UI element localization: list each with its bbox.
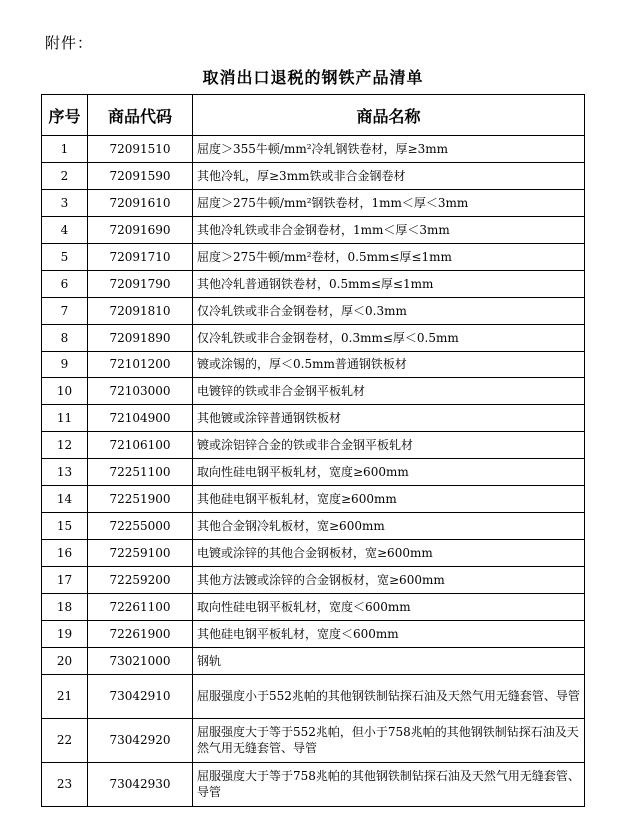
- row-product-name: 其他合金钢冷轧板材，宽≥600mm: [193, 513, 585, 540]
- row-serial-no: 6: [42, 270, 88, 297]
- row-serial-no: 22: [42, 718, 88, 762]
- table-row: [42, 378, 585, 405]
- row-serial-no: 3: [42, 189, 88, 216]
- row-product-code: 72091890: [88, 324, 193, 351]
- table-row: [42, 189, 585, 216]
- table-row: [42, 324, 585, 351]
- table-row: [42, 718, 585, 762]
- table-row: [42, 593, 585, 620]
- row-product-name: 仅冷轧铁或非合金钢卷材，0.3mm≤厚＜0.5mm: [193, 324, 585, 351]
- row-product-name: 镀或涂铝锌合金的铁或非合金钢平板轧材: [193, 432, 585, 459]
- row-product-code: 72091510: [88, 136, 193, 163]
- attachment-label: 附件：: [45, 34, 94, 52]
- row-serial-no: 15: [42, 513, 88, 540]
- row-product-code: 72101200: [88, 351, 193, 378]
- row-serial-no: 21: [42, 674, 88, 718]
- row-serial-no: 4: [42, 216, 88, 243]
- row-serial-no: 23: [42, 762, 88, 806]
- table-row: [42, 297, 585, 324]
- table-row: [42, 136, 585, 163]
- table-row: [42, 405, 585, 432]
- row-product-code: 72091610: [88, 189, 193, 216]
- row-product-name: 电镀锌的铁或非合金钢平板轧材: [193, 378, 585, 405]
- row-product-code: 72091810: [88, 297, 193, 324]
- row-product-code: 73042920: [88, 718, 193, 762]
- row-serial-no: 8: [42, 324, 88, 351]
- row-serial-no: 1: [42, 136, 88, 163]
- table-row: [42, 540, 585, 567]
- row-product-code: 72091710: [88, 243, 193, 270]
- header-product-name: 商品名称: [193, 95, 585, 136]
- row-product-code: 72091690: [88, 216, 193, 243]
- row-product-name: 屈服强度大于等于552兆帕，但小于758兆帕的其他钢铁制钻探石油及天然气用无缝套管、导管: [193, 718, 585, 762]
- row-serial-no: 17: [42, 567, 88, 594]
- row-serial-no: 18: [42, 593, 88, 620]
- row-product-code: 72259100: [88, 540, 193, 567]
- row-serial-no: 7: [42, 297, 88, 324]
- row-product-code: 73042910: [88, 674, 193, 718]
- row-product-code: 72251100: [88, 459, 193, 486]
- header-serial-no: 序号: [42, 95, 88, 136]
- row-product-code: 72261100: [88, 593, 193, 620]
- row-product-code: 72091790: [88, 270, 193, 297]
- row-product-name: 取向性硅电钢平板轧材，宽度＜600mm: [193, 593, 585, 620]
- row-product-name: 其他方法镀或涂锌的合金钢板材，宽≥600mm: [193, 567, 585, 594]
- row-product-code: 72103000: [88, 378, 193, 405]
- row-serial-no: 10: [42, 378, 88, 405]
- row-product-name: 屈服强度大于等于758兆帕的其他钢铁制钻探石油及天然气用无缝套管、导管: [193, 762, 585, 806]
- row-product-name: 镀或涂锡的，厚＜0.5mm普通钢铁板材: [193, 351, 585, 378]
- row-serial-no: 13: [42, 459, 88, 486]
- table-row: [42, 216, 585, 243]
- row-product-name: 其他硅电钢平板轧材，宽度≥600mm: [193, 486, 585, 513]
- table-row: [42, 162, 585, 189]
- header-product-code: 商品代码: [88, 95, 193, 136]
- row-product-code: 73042930: [88, 762, 193, 806]
- row-serial-no: 12: [42, 432, 88, 459]
- row-product-name: 屈度＞275牛顿/mm²钢铁卷材，1mm＜厚＜3mm: [193, 189, 585, 216]
- row-serial-no: 9: [42, 351, 88, 378]
- row-serial-no: 19: [42, 620, 88, 647]
- row-product-code: 72106100: [88, 432, 193, 459]
- document-title: 取消出口退税的钢铁产品清单: [202, 68, 424, 87]
- table-row: [42, 567, 585, 594]
- row-serial-no: 11: [42, 405, 88, 432]
- row-product-code: 72259200: [88, 567, 193, 594]
- row-product-name: 其他冷轧，厚≥3mm铁或非合金钢卷材: [193, 162, 585, 189]
- row-product-code: 72091590: [88, 162, 193, 189]
- table-row: [42, 243, 585, 270]
- row-product-code: 72251900: [88, 486, 193, 513]
- row-product-code: 73021000: [88, 647, 193, 674]
- table-row: [42, 513, 585, 540]
- table-row: [42, 351, 585, 378]
- table-row: [42, 459, 585, 486]
- product-table: [41, 94, 585, 807]
- table-row: [42, 432, 585, 459]
- row-product-name: 屈度＞355牛顿/mm²冷轧钢铁卷材，厚≥3mm: [193, 136, 585, 163]
- table-row: [42, 674, 585, 718]
- table-row: [42, 486, 585, 513]
- row-product-name: 其他冷轧普通钢铁卷材，0.5mm≤厚≤1mm: [193, 270, 585, 297]
- row-product-name: 钢轨: [193, 647, 585, 674]
- row-product-name: 其他硅电钢平板轧材，宽度＜600mm: [193, 620, 585, 647]
- row-serial-no: 16: [42, 540, 88, 567]
- row-product-name: 取向性硅电钢平板轧材，宽度≥600mm: [193, 459, 585, 486]
- row-product-name: 屈度＞275牛顿/mm²卷材，0.5mm≤厚≤1mm: [193, 243, 585, 270]
- row-product-name: 仅冷轧铁或非合金钢卷材，厚＜0.3mm: [193, 297, 585, 324]
- row-product-code: 72104900: [88, 405, 193, 432]
- table-row: [42, 647, 585, 674]
- row-product-code: 72255000: [88, 513, 193, 540]
- row-serial-no: 20: [42, 647, 88, 674]
- table-row: [42, 270, 585, 297]
- row-product-name: 其他镀或涂锌普通钢铁板材: [193, 405, 585, 432]
- row-serial-no: 5: [42, 243, 88, 270]
- row-product-name: 屈服强度小于552兆帕的其他钢铁制钻探石油及天然气用无缝套管、导管: [193, 674, 585, 718]
- table-row: [42, 762, 585, 806]
- row-serial-no: 14: [42, 486, 88, 513]
- row-product-code: 72261900: [88, 620, 193, 647]
- table-row: [42, 620, 585, 647]
- row-product-name: 其他冷轧铁或非合金钢卷材，1mm＜厚＜3mm: [193, 216, 585, 243]
- row-serial-no: 2: [42, 162, 88, 189]
- row-product-name: 电镀或涂锌的其他合金钢板材，宽≥600mm: [193, 540, 585, 567]
- table-header-row: [42, 95, 585, 136]
